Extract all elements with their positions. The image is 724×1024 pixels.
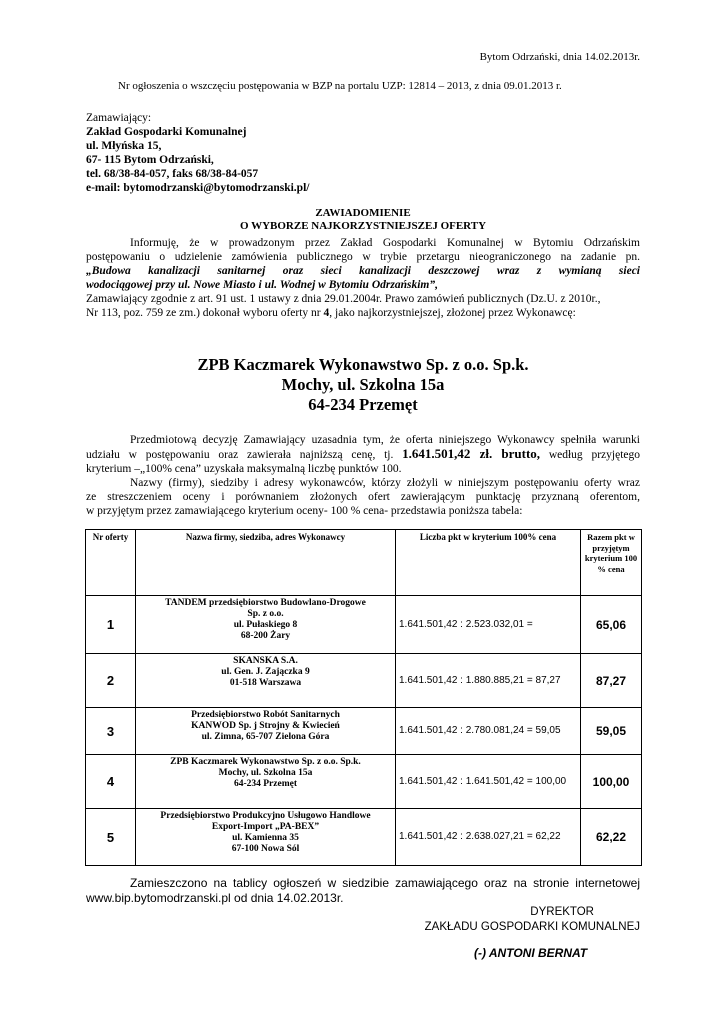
table-row xyxy=(86,654,642,708)
table-row xyxy=(86,596,642,654)
intro-paragraph xyxy=(86,236,640,320)
offer-calculation: 1.641.501,42 : 1.880.885,21 = 87,27 xyxy=(396,654,581,708)
authority-phone-fax: tel. 68/38-84-057, faks 68/38-84-057 xyxy=(86,168,259,180)
justification-line-4: Nazwy (firmy), siedziby i adresy wykonawców, którzy złożyli w niniejszym postępowaniu oferty wraz xyxy=(130,477,640,489)
publication-notice xyxy=(86,876,640,906)
contracting-authority xyxy=(86,111,309,195)
offer-score: 65,06 xyxy=(581,596,642,654)
signature-name: (-) ANTONI BERNAT xyxy=(474,946,588,960)
authority-label: Zamawiający: xyxy=(86,112,152,124)
header-points: Liczba pkt w kryterium 100% cena xyxy=(396,530,581,596)
winner-street: Mochy, ul. Szkolna 15a xyxy=(281,375,445,394)
offer-number: 5 xyxy=(86,809,136,866)
table-row xyxy=(86,708,642,755)
authority-email: e-mail: bytomodrzanski@bytomodrzanski.pl/ xyxy=(86,182,310,194)
offer-calculation: 1.641.501,42 : 2.638.027,21 = 62,22 xyxy=(396,809,581,866)
offer-firm: TANDEM przedsiębiorstwo Budowlano-Drogowe Sp. z o.o. ul. Pułaskiego 8 68-200 Żary xyxy=(136,596,396,654)
winner-block xyxy=(86,355,640,415)
justification-line-1: Przedmiotową decyzję Zamawiający uzasadnia tym, że oferta niniejszego Wykonawcy spełniła warunki xyxy=(130,434,640,446)
offer-score: 87,27 xyxy=(581,654,642,708)
title-line-2: O WYBORZE NAJKORZYSTNIEJSZEJ OFERTY xyxy=(239,220,487,232)
offer-firm: Przedsiębiorstwo Produkcyjno Usługowo Handlowe Export-Import „PA-BEX” ul. Kamienna 35 67-100 Nowa Sól xyxy=(136,809,396,866)
justification-line-2: udziału w postępowaniu oraz zawierała najniższą cenę, tj. 1.641.501,42 zł. brutto, według przyjętego xyxy=(86,446,640,461)
intro-line-4: Nr 113, poz. 759 ze zm.) dokonał wyboru oferty nr 4, jako najkorzystniejszej, złożonej przez Wykonawcę: xyxy=(86,307,576,319)
offer-score: 59,05 xyxy=(581,708,642,755)
document-title xyxy=(86,207,640,233)
header-total: Razem pkt w przyjętym kryterium 100 % cena xyxy=(581,530,642,596)
authority-city: 67- 115 Bytom Odrzański, xyxy=(86,154,214,166)
notice-line-1: Zamieszczono na tablicy ogłoszeń w siedzibie zamawiającego oraz na stronie internetowej xyxy=(130,876,640,890)
task-name-line-2: wodociągowej przy ul. Nowe Miasto i ul. Wodnej w Bytomiu Odrzańskim”, xyxy=(86,279,438,291)
task-name-line-1: „Budowa kanalizacji sanitarnej oraz sieci kanalizacji deszczowej wraz z wymianą sieci xyxy=(86,265,640,277)
offer-calculation: 1.641.501,42 : 2.523.032,01 = xyxy=(396,596,581,654)
header-firm: Nazwa firmy, siedziba, adres Wykonawcy xyxy=(136,530,396,596)
header-offer-number: Nr oferty xyxy=(86,530,136,596)
offer-number: 4 xyxy=(86,755,136,809)
offer-number: 3 xyxy=(86,708,136,755)
signature-title-2: ZAKŁADU GOSPODARKI KOMUNALNEJ xyxy=(424,921,640,933)
offer-calculation: 1.641.501,42 : 2.780.081,24 = 59,05 xyxy=(396,708,581,755)
announcement-reference: Nr ogłoszenia o wszczęciu postępowania w BZP na portalu UZP: 12814 – 2013, z dnia 09.01.2013 r. xyxy=(118,80,562,92)
title-line-1: ZAWIADOMIENIE xyxy=(315,207,411,219)
place-date: Bytom Odrzański, dnia 14.02.2013r. xyxy=(479,51,640,63)
offer-firm: SKANSKA S.A. ul. Gen. J. Zajączka 9 01-518 Warszawa xyxy=(136,654,396,708)
justification-line-6: w przyjętym przez zamawiającego kryterium oceny- 100 % cena- przedstawia poniższa tabela: xyxy=(86,505,523,517)
table-header-row xyxy=(86,530,642,596)
justification-line-3: kryterium –„100% cena” uzyskała maksymalną liczbę punktów 100. xyxy=(86,463,402,475)
table-row xyxy=(86,809,642,866)
selected-offer-number: 4 xyxy=(323,307,330,319)
signature-block xyxy=(380,905,640,935)
offer-number: 2 xyxy=(86,654,136,708)
offer-number: 1 xyxy=(86,596,136,654)
justification-line-5: ze streszczeniem oceny i porównaniem złożonych ofert zawierającym punktację przyznaną oferentom, xyxy=(86,491,640,503)
offer-score: 100,00 xyxy=(581,755,642,809)
notice-line-2: www.bip.bytomodrzanski.pl od dnia 14.02.2013r. xyxy=(86,891,344,905)
winner-name: ZPB Kaczmarek Wykonawstwo Sp. z o.o. Sp.k. xyxy=(197,355,529,374)
signature-title-1: DYREKTOR xyxy=(530,906,594,918)
authority-name: Zakład Gospodarki Komunalnej xyxy=(86,126,247,138)
offer-firm: ZPB Kaczmarek Wykonawstwo Sp. z o.o. Sp.k. Mochy, ul. Szkolna 15a 64-234 Przemęt xyxy=(136,755,396,809)
intro-line-2: postępowaniu o udzielenie zamówienia publicznego w trybie przetargu nieograniczonego na zadanie pn. xyxy=(86,251,640,263)
justification-paragraph xyxy=(86,433,640,518)
offer-score: 62,22 xyxy=(581,809,642,866)
offer-calculation: 1.641.501,42 : 1.641.501,42 = 100,00 xyxy=(396,755,581,809)
winner-city: 64-234 Przemęt xyxy=(308,395,418,414)
offer-firm: Przedsiębiorstwo Robót Sanitarnych KANWOD Sp. j Strojny & Kwiecień ul. Zimna, 65-707 Zielona Góra xyxy=(136,708,396,755)
intro-line-1: Informuję, że w prowadzonym przez Zakład Gospodarki Komunalnej w Bytomiu Odrzańskim xyxy=(130,237,640,249)
authority-street: ul. Młyńska 15, xyxy=(86,140,162,152)
table-row xyxy=(86,755,642,809)
winning-price: 1.641.501,42 zł. brutto, xyxy=(402,446,541,461)
intro-line-3: Zamawiający zgodnie z art. 91 ust. 1 ustawy z dnia 29.01.2004r. Prawo zamówień publicznych (Dz.U. z 2010r., xyxy=(86,293,601,305)
offers-table xyxy=(85,529,642,866)
